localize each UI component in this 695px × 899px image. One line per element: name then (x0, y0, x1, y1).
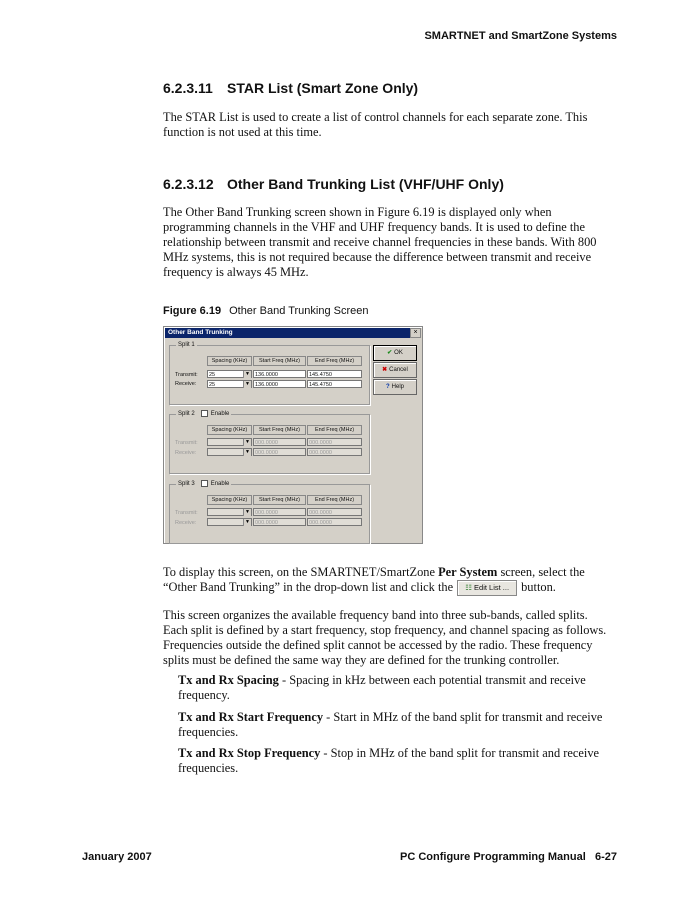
display-instructions-paragraph: To display this screen, on the SMARTNET/SmartZone Per System screen, select the “Other Band Trunking” in the drop-down list and click the ☷ Edit List ... button. (163, 565, 613, 596)
tx-spacing-select[interactable]: 25 ▼ (207, 370, 252, 378)
dropdown-arrow-icon: ▼ (243, 519, 251, 526)
splits-paragraph: This screen organizes the available frequency band into three sub-bands, called splits. Each split is defined by a start frequency, stop frequency, and channel spacing as follows. Frequencies outside the defined split cannot be accessed by the radio. These frequency splits must be defined the same way they are defined for the trunking controller. (163, 608, 607, 667)
split-2-group (169, 411, 370, 474)
col-spacing: Spacing (KHz) (207, 425, 252, 435)
receive-label: Receive: (175, 450, 197, 456)
col-start-freq: Start Freq (MHz) (253, 356, 306, 366)
tx-spacing-select (207, 438, 252, 446)
close-icon[interactable]: × (410, 328, 421, 338)
section-number: 6.2.3.11 (163, 80, 213, 96)
receive-label: Receive: (175, 520, 197, 526)
rx-start-freq-input: 000.0000 (253, 448, 306, 456)
tx-start-freq-input: 000.0000 (253, 438, 306, 446)
tx-start-freq-input: 000.0000 (253, 508, 306, 516)
other-band-trunking-dialog (163, 326, 423, 544)
enable-checkbox[interactable] (201, 480, 208, 487)
rx-end-freq-input: 000.0000 (307, 448, 362, 456)
col-end-freq: End Freq (MHz) (307, 495, 362, 505)
dropdown-arrow-icon: ▼ (243, 509, 251, 516)
figure-label: Figure 6.19 (163, 305, 222, 317)
figure-title: Other Band Trunking Screen (229, 305, 369, 317)
page-number: 6-27 (594, 851, 617, 863)
transmit-label: Transmit: (175, 440, 198, 446)
dropdown-arrow-icon[interactable]: ▼ (243, 381, 251, 388)
rx-spacing-select (207, 448, 252, 456)
dropdown-arrow-icon: ▼ (243, 449, 251, 456)
tx-end-freq-input: 000.0000 (307, 508, 362, 516)
ok-button[interactable]: ✔ OK (373, 345, 417, 361)
split-1-group (169, 342, 370, 405)
section-title: STAR List (Smart Zone Only) (227, 80, 419, 96)
tx-spacing-select (207, 508, 252, 516)
col-end-freq: End Freq (MHz) (307, 356, 362, 366)
star-list-paragraph: The STAR List is used to create a list of control channels for each separate zone. This function is not used at this time. (163, 110, 588, 139)
rx-end-freq-input[interactable]: 145.4750 (307, 380, 362, 388)
list-icon: ☷ (465, 583, 472, 593)
transmit-label: Transmit: (175, 372, 198, 378)
col-end-freq: End Freq (MHz) (307, 425, 362, 435)
section-number: 6.2.3.12 (163, 176, 214, 192)
tx-end-freq-input[interactable]: 145.4750 (307, 370, 362, 378)
col-start-freq: Start Freq (MHz) (253, 495, 306, 505)
split-3-group (169, 481, 370, 544)
rx-start-freq-input[interactable]: 136.0000 (253, 380, 306, 388)
tx-start-freq-input[interactable]: 136.0000 (253, 370, 306, 378)
rx-spacing-select[interactable]: 25 ▼ (207, 380, 252, 388)
footer-manual: PC Configure Programming Manual 6-27 (400, 851, 617, 863)
enable-checkbox[interactable] (201, 410, 208, 417)
col-spacing: Spacing (KHz) (207, 495, 252, 505)
dropdown-arrow-icon[interactable]: ▼ (243, 371, 251, 378)
dropdown-arrow-icon: ▼ (243, 439, 251, 446)
split-label: Split 3 Enable (178, 481, 230, 488)
other-band-paragraph: The Other Band Trunking screen shown in Figure 6.19 is displayed only when programming channels in the VHF and UHF frequency bands. It is used to define the relationship between transmit and receive channel frequencies in these bands. With 800 MHz systems, this is not required because the difference between transmit and receive frequency is always 45 MHz. (163, 205, 597, 279)
figure-caption (163, 305, 369, 317)
rx-spacing-select (207, 518, 252, 526)
split-label: Split 1 (178, 342, 195, 348)
split-label: Split 2 Enable (178, 411, 230, 418)
help-button[interactable]: ? Help (373, 379, 417, 395)
checkmark-icon: ✔ (387, 350, 393, 356)
x-icon: ✖ (382, 367, 388, 373)
transmit-label: Transmit: (175, 510, 198, 516)
footer-date: January 2007 (82, 851, 152, 863)
rx-end-freq-input: 000.0000 (307, 518, 362, 526)
bullet-tx-rx-stop: Tx and Rx Stop Frequency - Stop in MHz of the band split for transmit and receive frequencies. (178, 746, 600, 775)
section-title: Other Band Trunking List (VHF/UHF Only) (227, 176, 504, 192)
running-header: SMARTNET and SmartZone Systems (424, 30, 617, 42)
section-heading-other-band (163, 176, 504, 192)
bullet-tx-rx-spacing: Tx and Rx Spacing - Spacing in kHz between each potential transmit and receive frequency. (178, 673, 586, 702)
tx-end-freq-input: 000.0000 (307, 438, 362, 446)
col-start-freq: Start Freq (MHz) (253, 425, 306, 435)
question-icon: ? (385, 384, 390, 390)
col-spacing: Spacing (KHz) (207, 356, 252, 366)
rx-start-freq-input: 000.0000 (253, 518, 306, 526)
dialog-title-bar: Other Band Trunking (165, 328, 421, 338)
bullet-tx-rx-start: Tx and Rx Start Frequency - Start in MHz of the band split for transmit and receive frequencies. (178, 710, 603, 739)
cancel-button[interactable]: ✖ Cancel (373, 362, 417, 378)
edit-list-button[interactable]: ☷ Edit List ... (457, 580, 517, 596)
section-heading-star-list (163, 80, 418, 96)
receive-label: Receive: (175, 381, 197, 387)
